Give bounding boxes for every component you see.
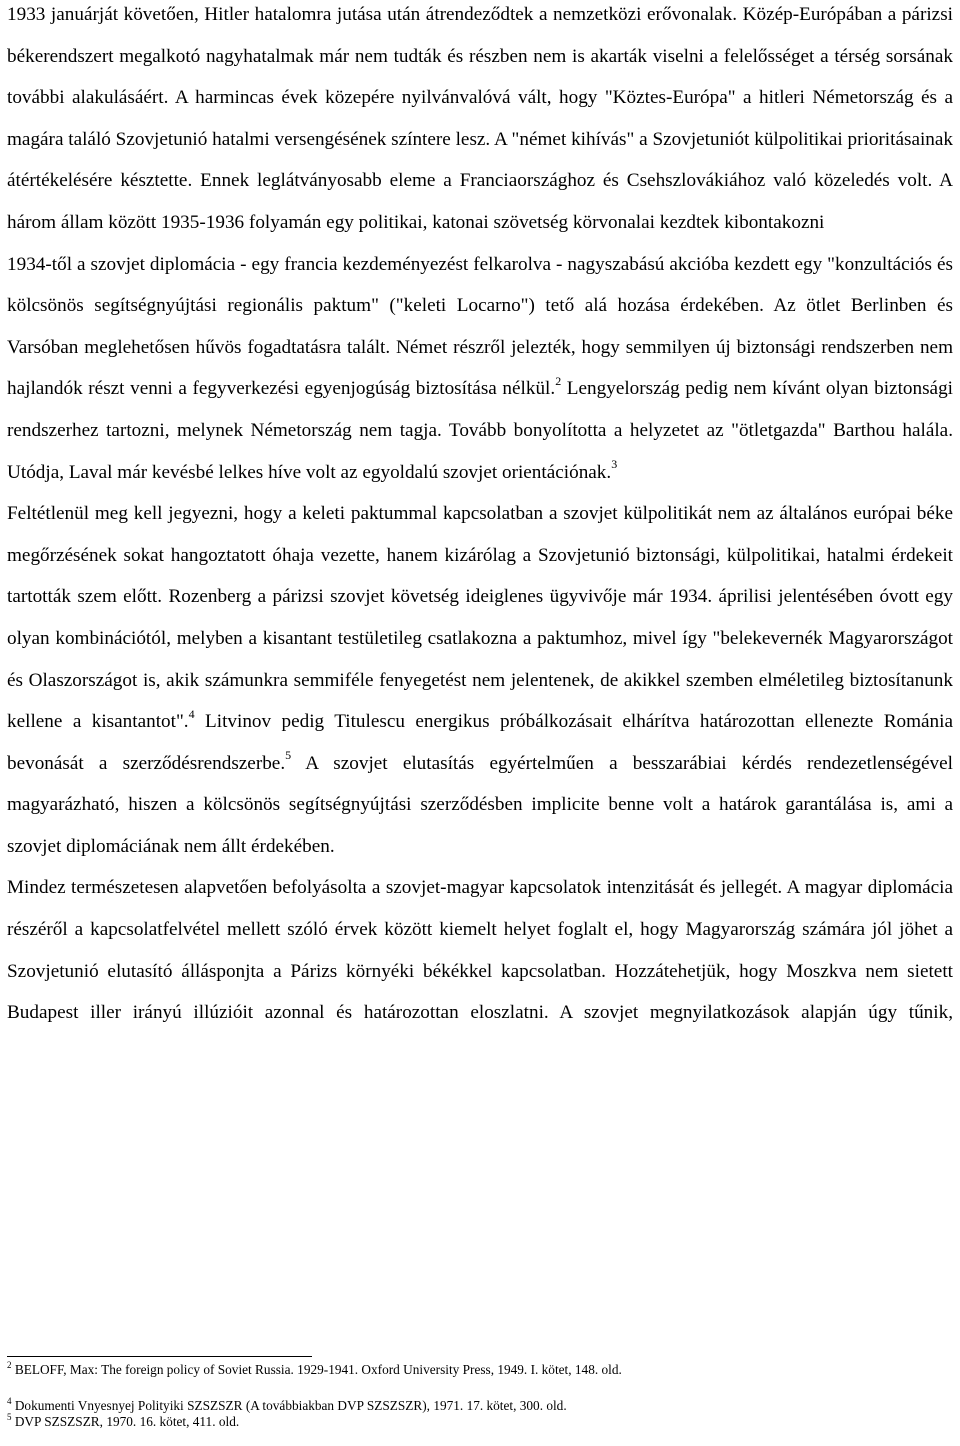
paragraph-4 [7, 867, 953, 1033]
paragraph-text: 1933 januárját követően, Hitler hatalomra jutása után átrendeződtek a nemzetközi erővonalak. Közép-Európában a párizsi békerendszert megalkotó nagyhatalmak már nem tudták és részben nem is akarták viselni a felelősséget a térség sorsának további alakulásáért. A harmincas évek közepére nyilvánvalóvá vált, hogy "Köztes-Európa" a hitleri Németország és a magára találó Szovjetunió hatalmi versengésének színtere lesz. A "német kihívás" a Szovjetuniót külpolitikai prioritásainak átértékelésére késztette. Ennek leglátványosabb eleme a Franciaországhoz és Csehszlovákiához való közeledés volt. A három állam között 1935-1936 folyamán egy politikai, katonai szövetség körvonalai kezdtek kibontakozni [7, 4, 953, 233]
paragraph-text: A szovjet elutasítás egyértelműen a besszarábiai kérdés rendezetlenségével magyarázható, hiszen a kölcsönös segítségnyújtási szerződésben implicite benne volt a határok garantálása is, ami a szovjet diplomáciának nem állt érdekében. [7, 752, 953, 857]
footnote-text: Dokumenti Vnyesnyej Polityiki SZSZSZR (A továbbiakban DVP SZSZSZR), 1971. 17. kötet, 300. old. [14, 1398, 567, 1413]
footnote-divider [7, 1356, 312, 1357]
footnote-ref-4[interactable]: 4 [188, 706, 195, 721]
footnote-number: 5 [7, 1411, 12, 1422]
paragraph-2 [7, 244, 953, 494]
paragraph-text: Feltétlenül meg kell jegyezni, hogy a keleti paktummal kapcsolatban a szovjet külpolitikát nem az általános európai béke megőrzésének sokat hangoztatott óhaja vezette, hanem kizárólag a Szovjetunió biztonsági, külpolitikai, hatalmi érdekeit tartották szem előtt. Rozenberg a párizsi szovjet követség ideiglenes ügyvivője már 1934. áprilisi jelentésében óvott egy olyan kombinációtól, melyben a kisantant testületileg csatlakozna a paktumhoz, mivel így "belekevernék Magyarországot és Olaszországot is, akik számunkra semmiféle fenyegetést nem jelentenek, de akikkel szemben elméletileg biztosítanunk kellene a kisantantot". [7, 503, 953, 733]
footnote-2 [7, 1359, 953, 1378]
footnote-number: 4 [7, 1395, 12, 1406]
paragraph-text: Mindez természetesen alapvetően befolyásolta a szovjet-magyar kapcsolatok intenzitását és jellegét. A magyar diplomácia részéről a kapcsolatfelvétel mellett szóló érvek között kiemelt helyet foglalt el, hogy Magyarország számára jól jöhet a Szovjetunió elutasító állásponjta a Párizs környéki békékkel kapcsolatban. Hozzátehetjük, hogy Moszkva nem sietett Budapest iller irányú illúzióit azonnal és határozottan eloszlatni. A szovjet megnyilatkozások alapján úgy tűnik, [7, 877, 953, 1024]
footnote-text: DVP SZSZSZR, 1970. 16. kötet, 411. old. [14, 1414, 240, 1429]
paragraph-3 [7, 493, 953, 867]
footnote-ref-3[interactable]: 3 [611, 457, 618, 472]
footnote-number: 2 [7, 1359, 12, 1370]
footnote-4 [7, 1395, 953, 1414]
paragraph-1 [7, 0, 953, 244]
body-text [7, 0, 953, 1034]
footnote-ref-5[interactable]: 5 [285, 748, 292, 763]
footnote-5 [7, 1411, 953, 1430]
paragraph-text: Litvinov pedig Titulescu energikus próbálkozásait elhárítva határozottan ellenezte Románia bevonását a szerződésrendszerbe. [7, 711, 953, 774]
paragraph-text: Lengyelország pedig nem kívánt olyan biztonsági rendszerhez tartozni, melynek Németország nem tagja. Tovább bonyolította a helyzetet az "ötletgazda" Barthou halála. Utódja, Laval már kevésbé lelkes híve volt az egyoldalú szovjet orientációnak. [7, 378, 953, 483]
paragraph-text: 1934-től a szovjet diplomácia - egy francia kezdeményezést felkarolva - nagyszabású akcióba kezdett egy "konzultációs és kölcsönös segítségnyújtási regionális paktum" ("keleti Locarno") tető alá hozása érdekében. Az ötlet Berlinben és Varsóban meglehetősen hűvös fogadtatásra talált. Német részről jelezték, hogy semmilyen új biztonsági rendszerben nem hajlandók részt venni a fegyverkezési egyenjogúság biztosítása nélkül. [7, 253, 953, 400]
footnote-text: BELOFF, Max: The foreign policy of Soviet Russia. 1929-1941. Oxford University Press, 1949. I. kötet, 148. old. [14, 1362, 622, 1377]
footnotes [7, 1359, 953, 1430]
document-page [7, 0, 953, 1429]
footnote-ref-2[interactable]: 2 [555, 373, 562, 388]
footnote-spacer [7, 1378, 953, 1398]
